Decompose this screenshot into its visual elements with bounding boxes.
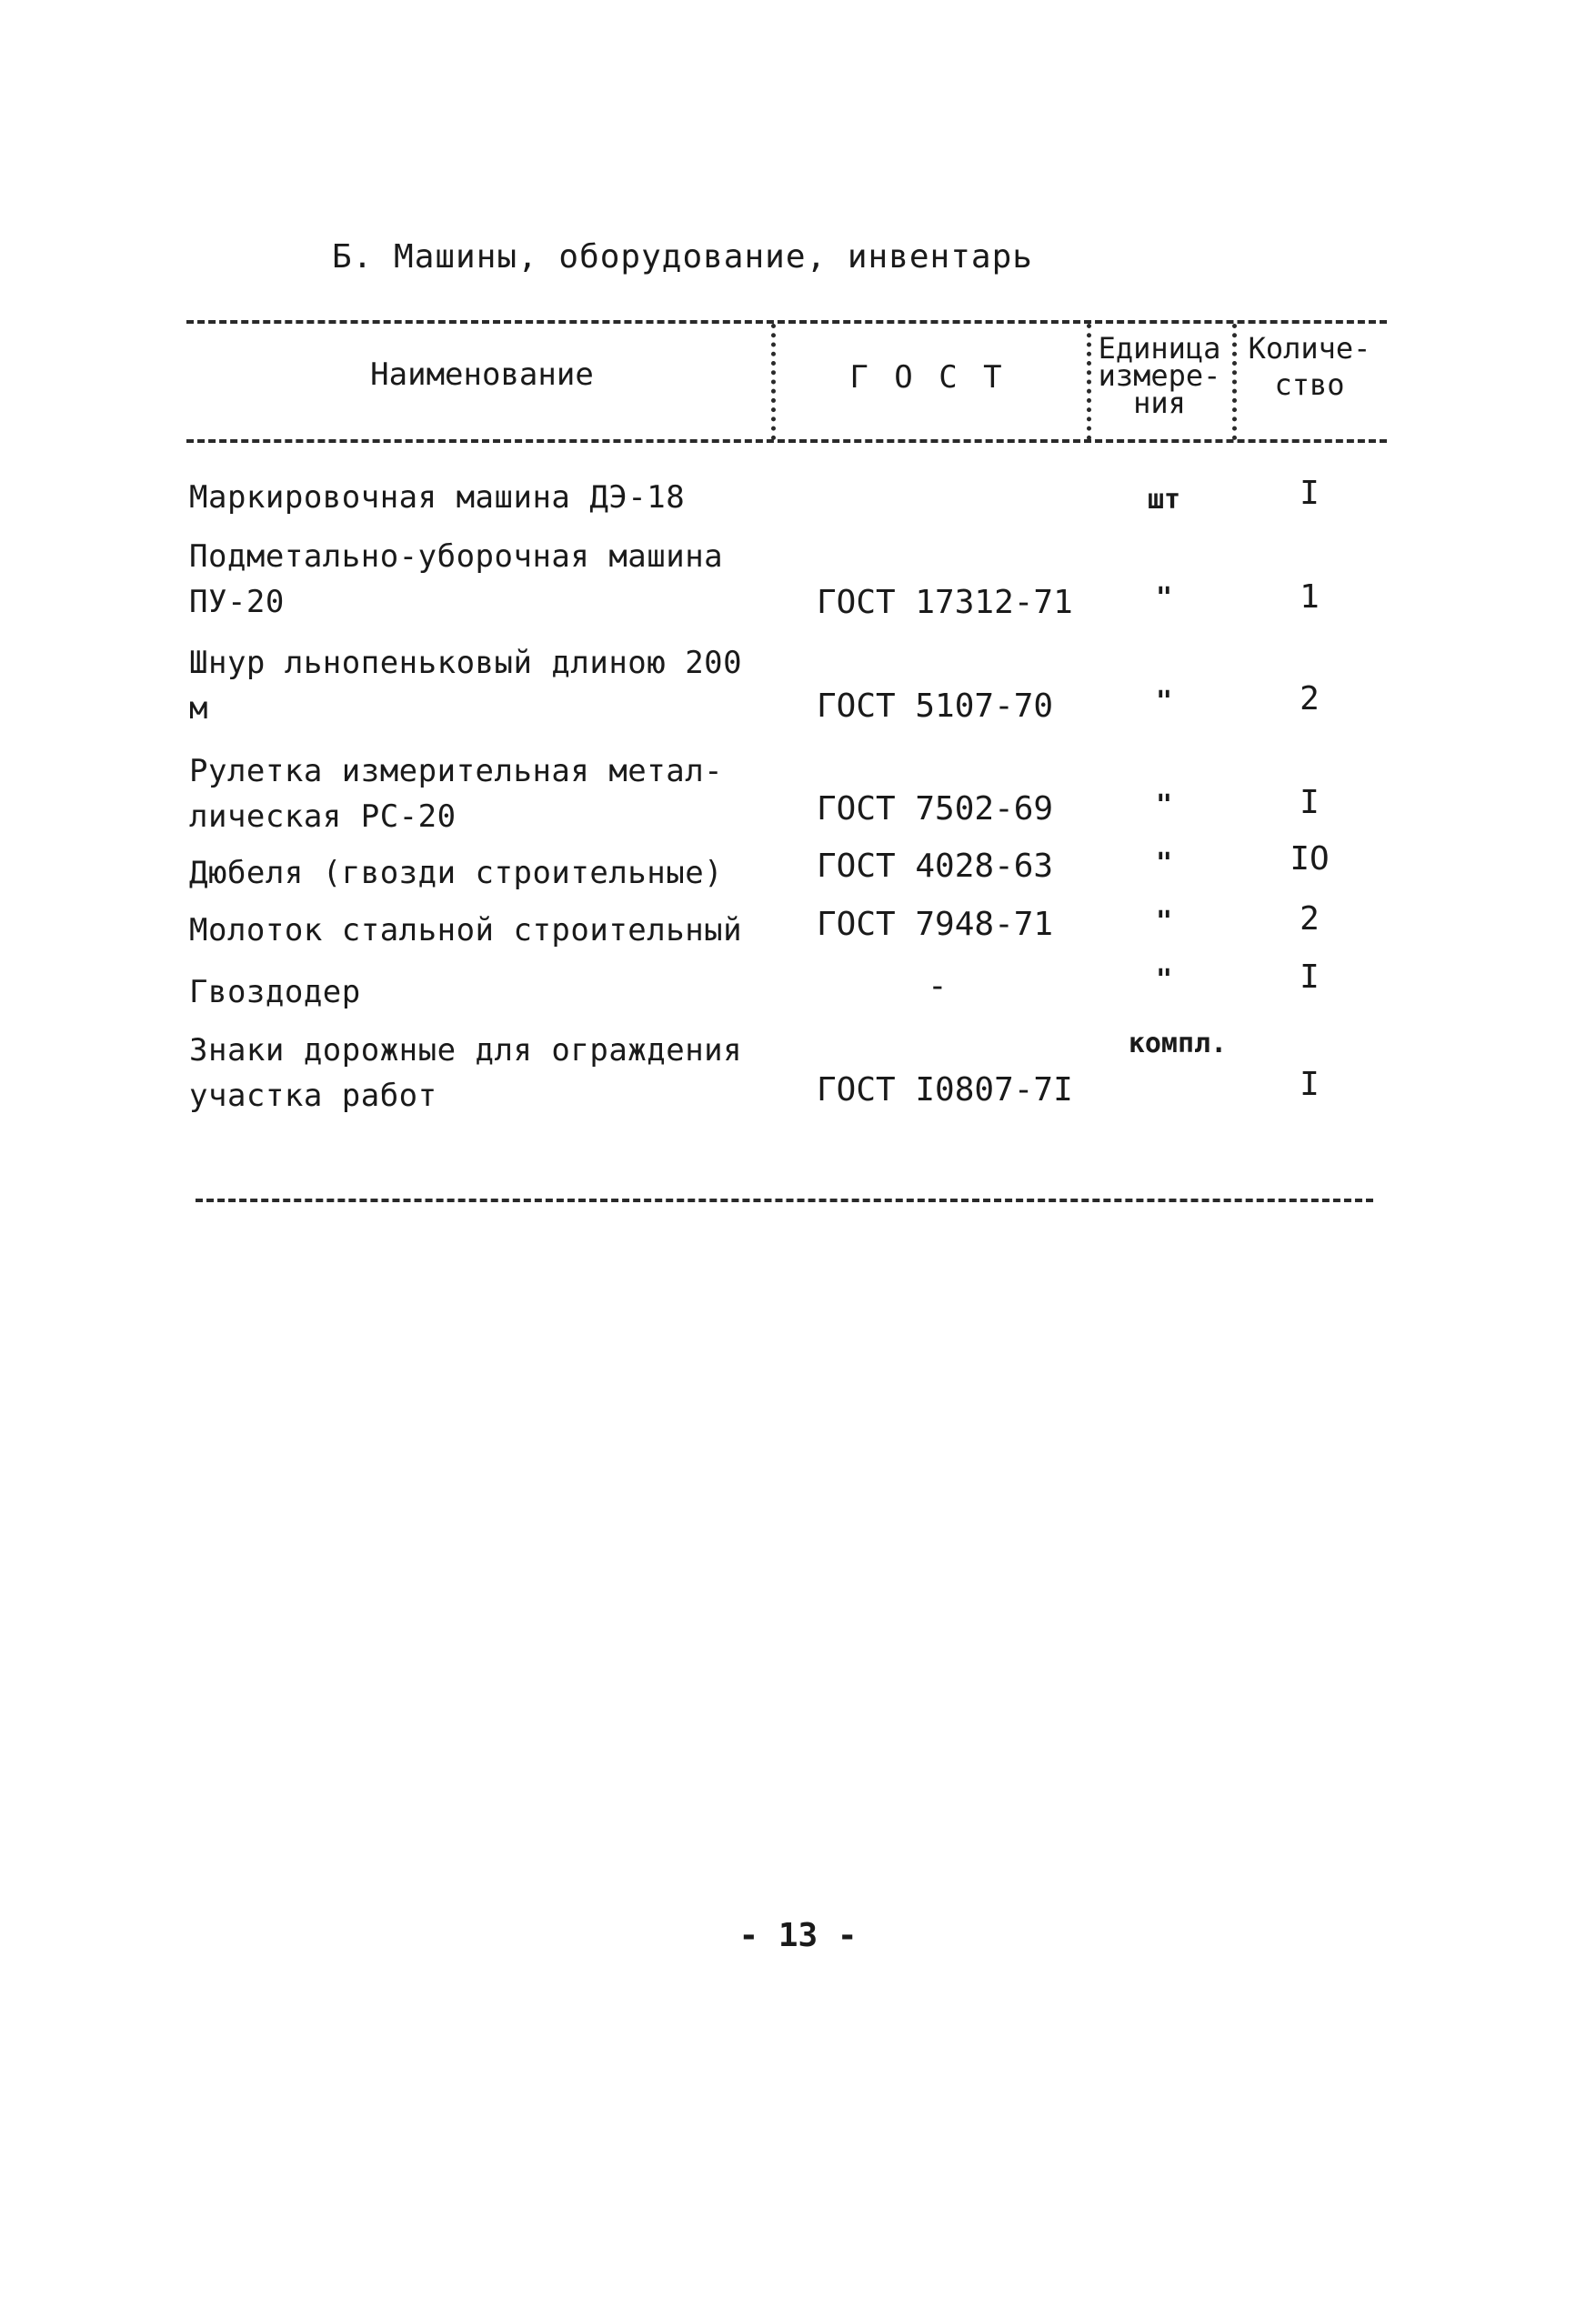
table-row-gost: ГОСТ 4028-63 [817,848,1054,885]
header-unit-line: Единица [1098,331,1221,366]
header-unit-line: ния [1133,386,1186,420]
page-number: - 13 - [738,1917,858,1954]
table-top-rule [186,320,1387,324]
table-row-unit: " [1155,789,1173,821]
table-row-gost: ГОСТ I0807-7I [817,1071,1073,1109]
table-row-qty: IO [1290,840,1330,878]
table-row-qty: I [1300,784,1320,821]
table-bottom-rule [196,1199,1373,1202]
table-row-qty: I [1300,475,1320,512]
table-row-unit: " [1155,964,1173,996]
table-row-qty: I [1300,1066,1320,1103]
table-row-name: Шнур льнопеньковый длиною 200 м [189,645,743,727]
table-row-qty: I [1300,958,1320,996]
table-row-gost: ГОСТ 17312-71 [817,584,1073,621]
section-title: Б. Машины, оборудование, инвентарь [332,238,1033,276]
table-row-qty: 1 [1300,578,1320,616]
header-name: Наименование [370,356,594,393]
table-row-name: Знаки дорожные для ограждения участка работ [189,1032,743,1114]
table-row-qty: 2 [1300,680,1320,717]
header-qty [1237,331,1382,402]
header-unit-line: измере- [1098,358,1221,393]
table-row-name: Гвоздодер [189,974,361,1010]
table-row-unit: " [1155,686,1173,717]
header-qty-line: ство [1274,367,1345,402]
table-row-name: Молоток стальной строительный [189,912,743,948]
table-row-gost: ГОСТ 7948-71 [817,906,1054,943]
table-row-gost: ГОСТ 5107-70 [817,687,1054,725]
table-row-unit: шт [1147,484,1181,516]
table-row-name: Рулетка измерительная метал-лическая РС-20 [189,753,724,835]
table-row-unit: " [1155,906,1173,938]
table-row-name: Маркировочная машина ДЭ-18 [189,479,686,516]
table-row-unit: " [1155,582,1173,614]
table-row-name: Подметально-уборочная машина ПУ-20 [189,538,724,620]
header-gost: Г О С Т [849,359,1006,396]
table-row-gost: - [928,968,948,1005]
header-qty-line: Количе- [1248,331,1371,366]
column-separator [771,324,776,440]
header-unit [1087,331,1232,420]
table-header-rule [186,439,1387,443]
table-row-qty: 2 [1300,900,1320,938]
table-row-unit: " [1155,848,1173,879]
table-row-name: Дюбеля (гвозди строительные) [189,855,724,891]
table-row-gost: ГОСТ 7502-69 [817,790,1054,828]
table-row-unit: компл. [1128,1028,1228,1059]
